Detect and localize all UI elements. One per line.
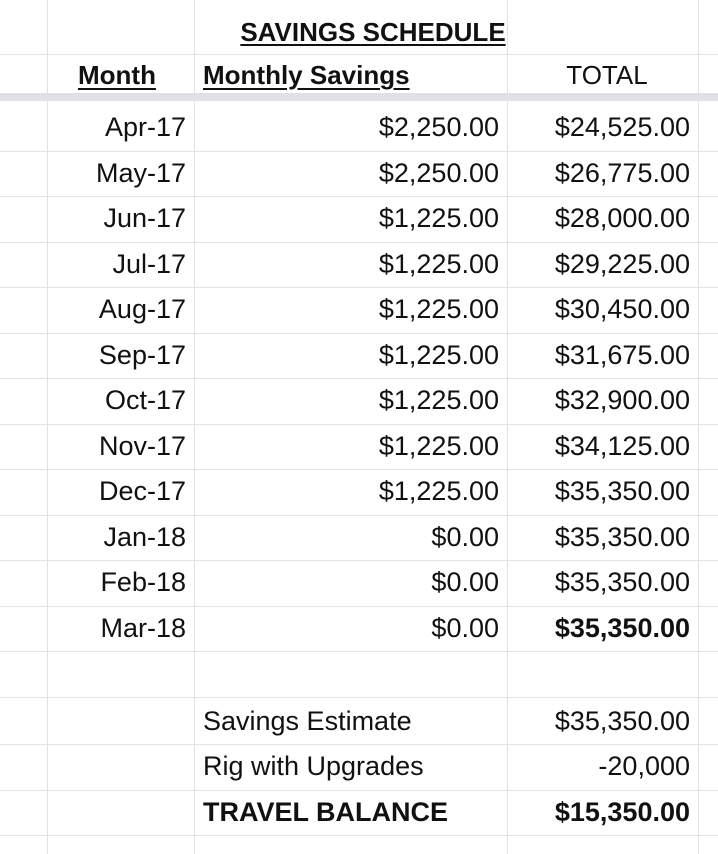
monthly-savings-cell[interactable]: $1,225.00 [378,248,499,279]
month-cell[interactable]: May-17 [95,157,186,188]
month-cell[interactable]: Apr-17 [104,112,186,142]
total-cell[interactable]: $35,350.00 [554,612,690,643]
month-cell[interactable]: Jan-18 [103,521,186,552]
total-cell[interactable]: $35,350.00 [554,476,690,506]
column-header-month: Month [78,60,156,90]
grid-row-line [0,651,718,652]
total-cell[interactable]: $29,225.00 [554,248,690,279]
month-cell[interactable]: Oct-17 [104,385,186,415]
summary-label[interactable]: Rig with Upgrades [203,751,424,781]
monthly-savings-cell[interactable]: $1,225.00 [378,294,499,324]
total-cell[interactable]: $26,775.00 [554,157,690,188]
total-cell[interactable]: $30,450.00 [554,294,690,324]
summary-label[interactable]: Savings Estimate [203,705,412,736]
monthly-savings-cell[interactable]: $2,250.00 [378,112,499,142]
monthly-savings-cell[interactable]: $0.00 [431,521,499,552]
monthly-savings-cell[interactable]: $0.00 [431,612,499,643]
monthly-savings-cell[interactable]: $2,250.00 [378,157,499,188]
month-cell[interactable]: Dec-17 [98,476,186,506]
column-header-total: TOTAL [566,60,648,90]
summary-value[interactable]: -20,000 [598,751,690,781]
monthly-savings-cell[interactable]: $1,225.00 [378,339,499,370]
monthly-savings-cell[interactable]: $1,225.00 [378,476,499,506]
month-cell[interactable]: Aug-17 [98,294,186,324]
total-cell[interactable]: $24,525.00 [554,112,690,142]
month-cell[interactable]: Mar-18 [100,612,186,643]
total-cell[interactable]: $28,000.00 [554,203,690,233]
month-cell[interactable]: Feb-18 [100,567,186,597]
total-cell[interactable]: $34,125.00 [554,430,690,461]
month-cell[interactable]: Jun-17 [103,203,186,233]
grid-column-line [698,0,699,854]
summary-label[interactable]: TRAVEL BALANCE [203,796,449,827]
monthly-savings-cell[interactable]: $1,225.00 [378,430,499,461]
column-header-monthly-savings: Monthly Savings [203,60,410,90]
monthly-savings-cell[interactable]: $1,225.00 [378,385,499,415]
grid-row-line [0,835,718,836]
month-cell[interactable]: Sep-17 [98,339,186,370]
summary-value[interactable]: $15,350.00 [554,796,690,827]
total-cell[interactable]: $31,675.00 [554,339,690,370]
month-cell[interactable]: Nov-17 [98,430,186,461]
total-cell[interactable]: $32,900.00 [554,385,690,415]
monthly-savings-cell[interactable]: $1,225.00 [378,203,499,233]
total-cell[interactable]: $35,350.00 [554,521,690,552]
summary-value[interactable]: $35,350.00 [554,705,690,736]
total-cell[interactable]: $35,350.00 [554,567,690,597]
month-cell[interactable]: Jul-17 [112,248,186,279]
monthly-savings-cell[interactable]: $0.00 [431,567,499,597]
sheet-title: SAVINGS SCHEDULE [240,17,506,47]
